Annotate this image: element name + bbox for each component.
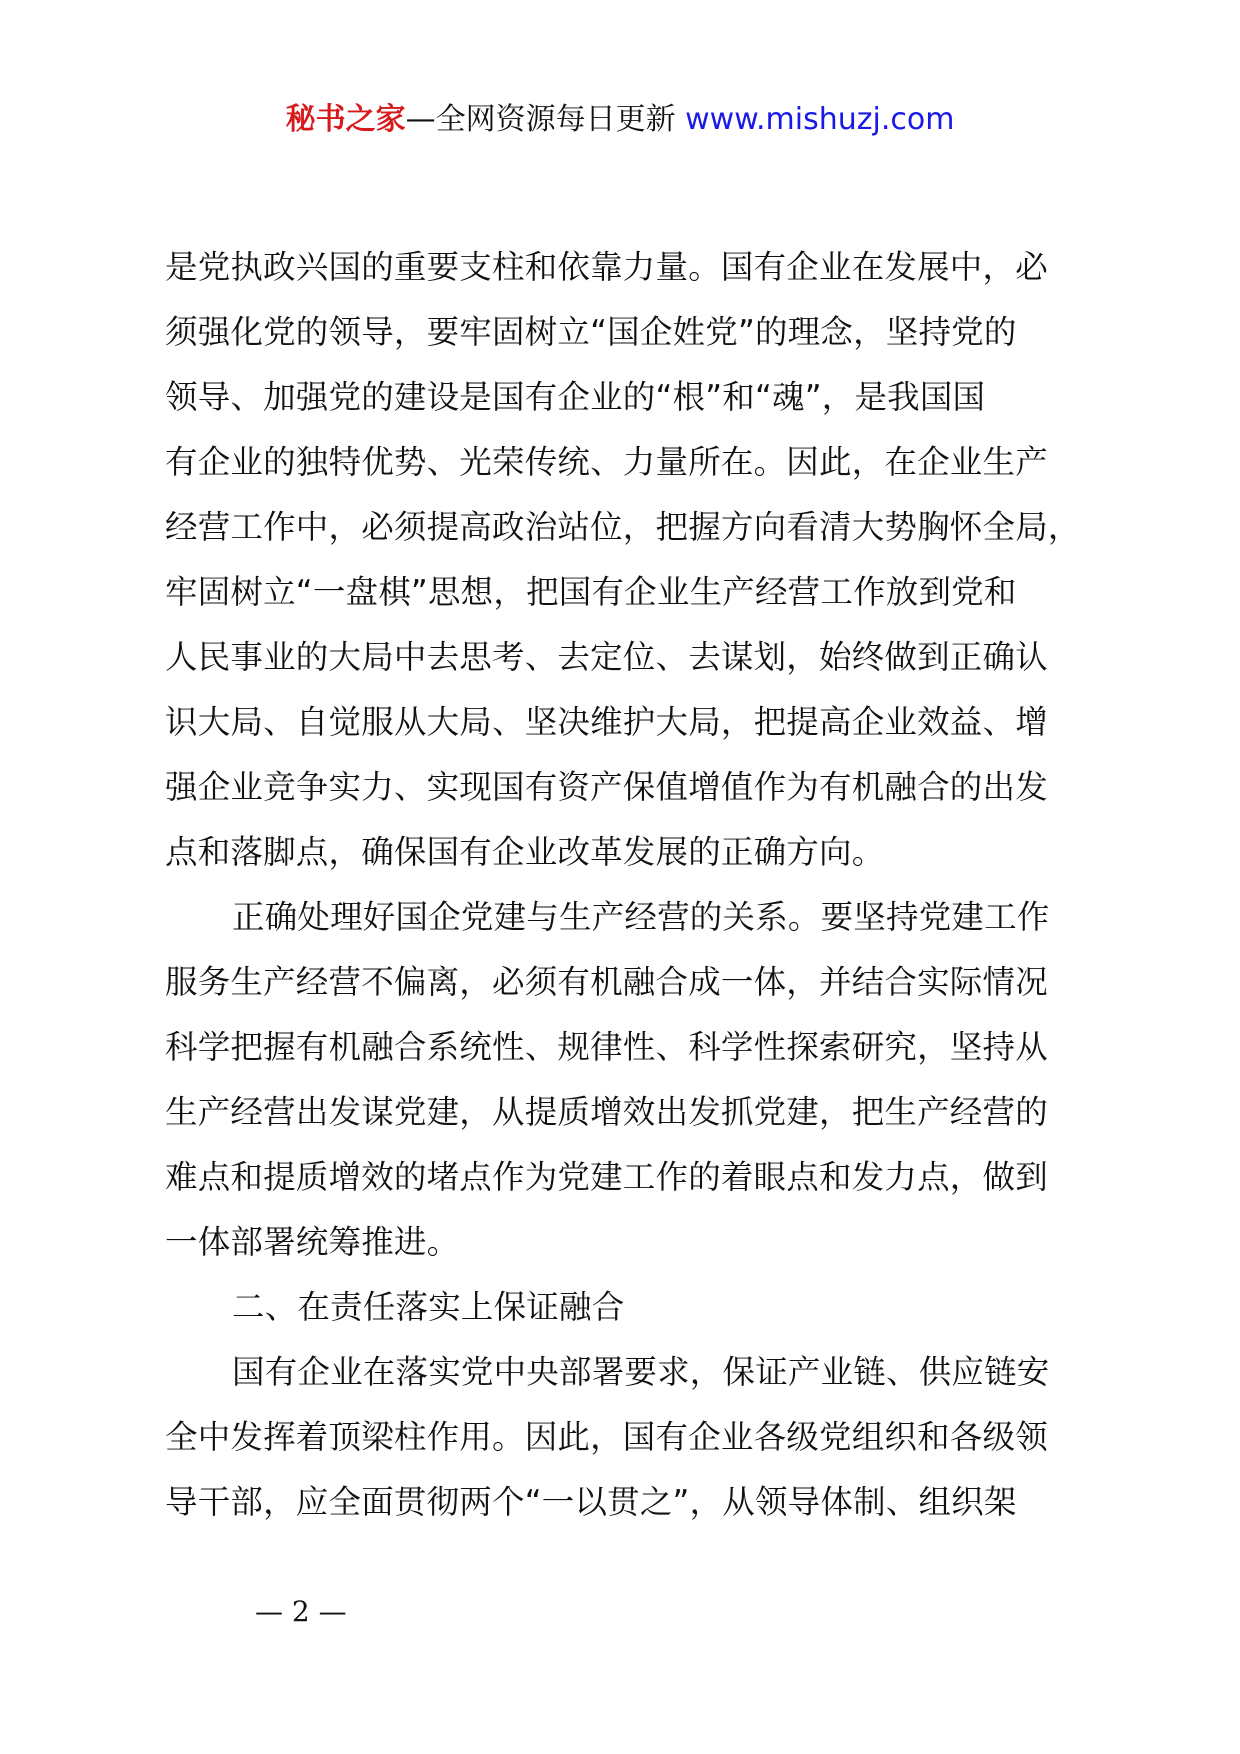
text-line: 经营工作中，必须提高政治站位，把握方向看清大势胸怀全局， xyxy=(165,508,1081,546)
header-tagline: —全网资源每日更新 xyxy=(405,102,676,137)
paragraph-first-line: 国有企业在落实党中央部署要求，保证产业链、供应链安 xyxy=(232,1353,1050,1391)
text-line: 一体部署统筹推进。 xyxy=(165,1223,460,1261)
text-line: 服务生产经营不偏离，必须有机融合成一体，并结合实际情况 xyxy=(165,963,1048,1001)
site-url-link[interactable]: www.mishuzj.com xyxy=(685,102,955,137)
text-line: 领导、加强党的建设是国有企业的“根”和“魂”，是我国国 xyxy=(165,378,986,416)
text-line: 有企业的独特优势、光荣传统、力量所在。因此，在企业生产 xyxy=(165,443,1048,481)
text-line: 生产经营出发谋党建，从提质增效出发抓党建，把生产经营的 xyxy=(165,1093,1048,1131)
section-heading: 二、在责任落实上保证融合 xyxy=(232,1288,625,1326)
text-line: 牢固树立“一盘棋”思想，把国有企业生产经营工作放到党和 xyxy=(165,573,1017,611)
text-line: 强企业竞争实力、实现国有资产保值增值作为有机融合的出发 xyxy=(165,768,1048,806)
page-number: — 2 — xyxy=(255,1595,347,1628)
text-line: 难点和提质增效的堵点作为党建工作的着眼点和发力点，做到 xyxy=(165,1158,1048,1196)
text-line: 人民事业的大局中去思考、去定位、去谋划，始终做到正确认 xyxy=(165,638,1048,676)
site-header xyxy=(0,100,1240,140)
document-body xyxy=(165,235,1085,1535)
text-line: 是党执政兴国的重要支柱和依靠力量。国有企业在发展中，必 xyxy=(165,248,1048,286)
paragraph-first-line: 正确处理好国企党建与生产经营的关系。要坚持党建工作 xyxy=(232,898,1050,936)
text-line: 点和落脚点，确保国有企业改革发展的正确方向。 xyxy=(165,833,885,871)
text-line: 须强化党的领导，要牢固树立“国企姓党”的理念，坚持党的 xyxy=(165,313,1017,351)
text-line: 导干部，应全面贯彻两个“一以贯之”，从领导体制、组织架 xyxy=(165,1483,1017,1521)
text-line: 全中发挥着顶梁柱作用。因此，国有企业各级党组织和各级领 xyxy=(165,1418,1048,1456)
text-line: 识大局、自觉服从大局、坚决维护大局，把提高企业效益、增 xyxy=(165,703,1048,741)
brand-name: 秘书之家 xyxy=(285,102,406,137)
text-line: 科学把握有机融合系统性、规律性、科学性探索研究，坚持从 xyxy=(165,1028,1048,1066)
